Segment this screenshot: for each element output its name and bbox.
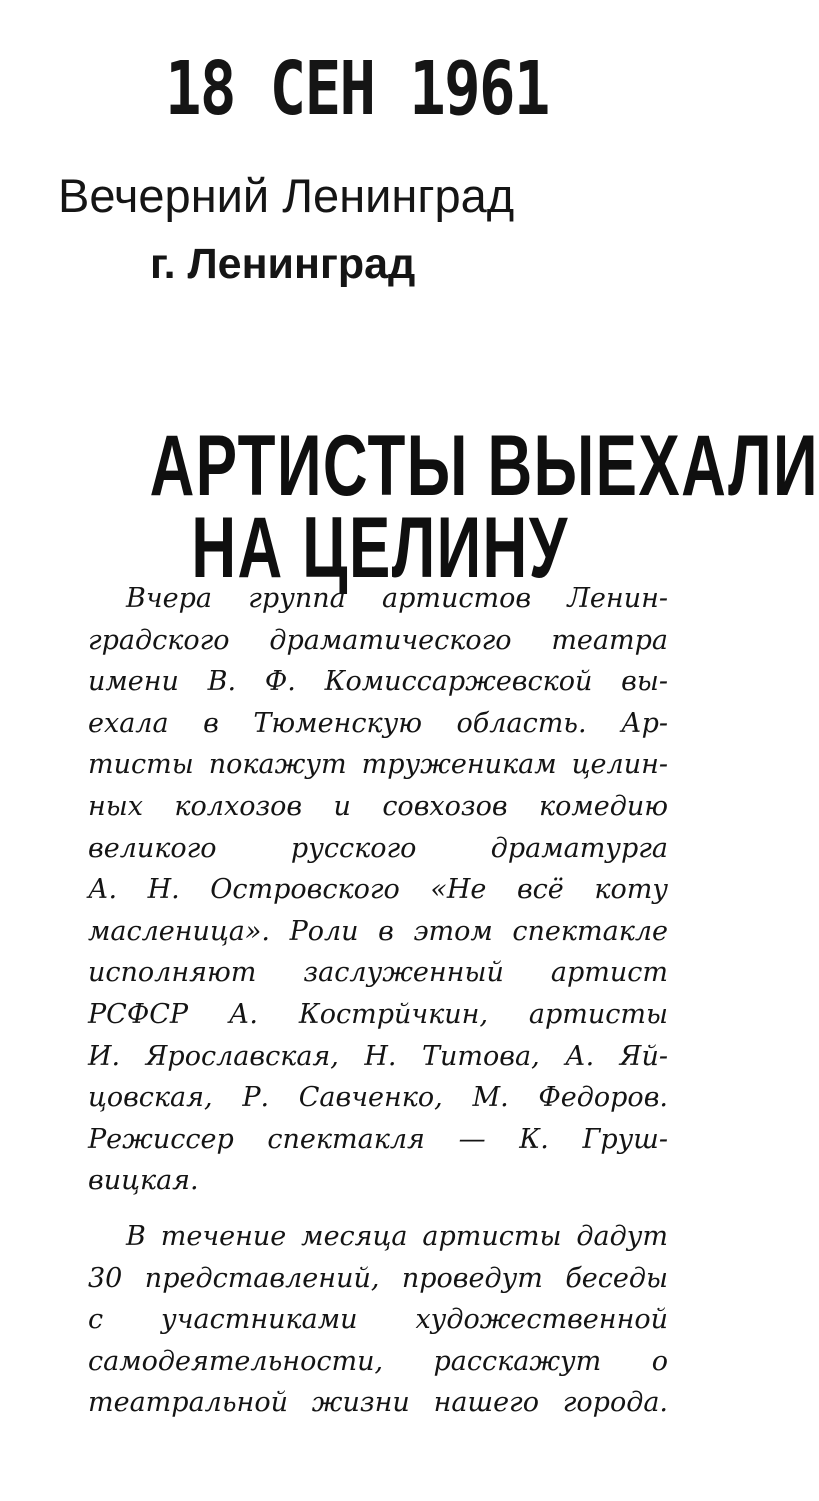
stamp-city: г. Ленинград (150, 240, 416, 288)
text-line: РСФСР А. Кострйчкин, артисты (88, 998, 668, 1030)
text-line: ных колхозов и совхозов комедию (88, 790, 668, 822)
stamp-date: 18 СЕН 1961 (165, 46, 549, 132)
stamp-newspaper-name: Вечерний Ленинград (58, 169, 515, 222)
article-body (88, 578, 668, 1424)
text-line: самодеятельности, расскажут о (88, 1345, 668, 1377)
text-line: градского драматического театра (88, 624, 668, 656)
text-line: ехала в Тюменскую область. Ар- (88, 707, 668, 739)
text-line: Режиссер спектакля — К. Груш- (88, 1123, 668, 1155)
text-line: театральной жизни нашего города. (88, 1387, 668, 1419)
headline-line-1: АРТИСТЫ ВЫЕХАЛИ (149, 418, 819, 514)
text-line: с участниками художественной (88, 1304, 668, 1336)
text-line: А. Н. Островского «Не всё коту (88, 874, 668, 906)
paragraph-1 (88, 578, 668, 1202)
paragraph-2 (88, 1216, 668, 1424)
text-line: 30 представлений, проведут беседы (88, 1262, 668, 1294)
text-line: имени В. Ф. Комиссаржевской вы- (88, 666, 668, 698)
text-line: И. Ярославская, Н. Титова, А. Яй- (88, 1040, 668, 1072)
text-line: цовская, Р. Савченко, М. Федоров. (88, 1082, 668, 1114)
text-line: масленица». Роли в этом спектакле (88, 915, 668, 947)
text-line: Вчера группа артистов Ленин- (126, 583, 668, 614)
text-line: вицкая. (88, 1165, 199, 1197)
headline-line-2: НА ЦЕЛИНУ (191, 500, 569, 596)
text-line: тисты покажут труженикам целин- (88, 749, 668, 781)
text-line: великого русского драматурга (88, 832, 668, 864)
text-line: В течение месяца артисты дадут (126, 1220, 668, 1252)
text-line: исполняют заслуженный артист (88, 957, 668, 989)
